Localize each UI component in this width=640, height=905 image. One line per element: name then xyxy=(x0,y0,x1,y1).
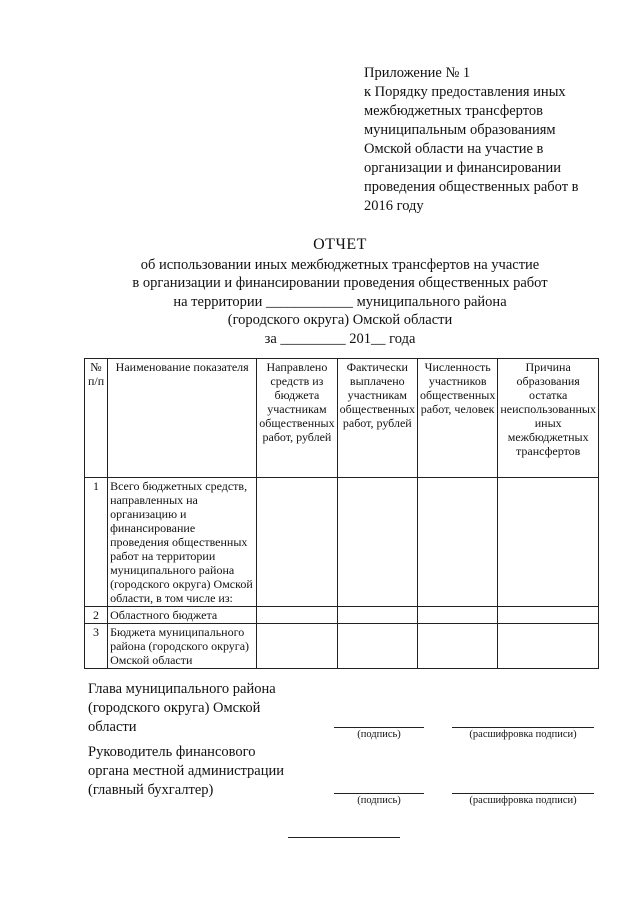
empty-cell xyxy=(257,607,337,624)
decode-caption: (расшифровка подписи) xyxy=(469,729,577,740)
signature-title-line: (городского округа) Омской xyxy=(88,700,261,716)
appendix-line: проведения общественных работ в xyxy=(364,179,579,195)
report-title-line: об использовании иных межбюджетных трансфертов на участие xyxy=(140,256,540,273)
signature-caption: (подпись) xyxy=(357,795,401,806)
bottom-separator xyxy=(288,837,400,838)
appendix-block xyxy=(364,64,614,216)
signature-caption: (подпись) xyxy=(357,729,401,740)
signature-title-line: органа местной администрации xyxy=(88,763,285,779)
decode-line xyxy=(452,727,594,728)
decode-caption: (расшифровка подписи) xyxy=(469,795,577,806)
table-row xyxy=(85,607,599,624)
appendix-line: межбюджетных трансфертов xyxy=(364,103,543,119)
table-header-row xyxy=(85,359,599,478)
row-indicator: Всего бюджетных средств, направленных на организацию и финансирование проведения общественных работ на территории муниципального района (городского округа) Омской области, в том числе из: xyxy=(108,478,257,607)
signature-title-line: (главный бухгалтер) xyxy=(88,782,214,798)
row-number: 3 xyxy=(85,624,108,669)
empty-cell xyxy=(337,624,417,669)
signature-title-line: Глава муниципального района xyxy=(88,681,276,697)
table-row xyxy=(85,624,599,669)
row-number: 1 xyxy=(85,478,108,607)
signature-title-finance xyxy=(88,743,284,800)
row-indicator: Бюджета муниципального района (городского округа) Омской области xyxy=(108,624,257,669)
empty-cell xyxy=(257,624,337,669)
empty-cell xyxy=(257,478,337,607)
signature-title-line: области xyxy=(88,719,137,735)
decode-line xyxy=(452,793,594,794)
report-title-line: в организации и финансировании проведения общественных работ xyxy=(132,275,548,291)
appendix-line: организации и финансировании xyxy=(364,160,562,176)
appendix-line: Омской области на участие в xyxy=(364,141,544,157)
col-header-paid: Фактически выплачено участникам общественных работ, рублей xyxy=(337,359,417,478)
col-header-allocated: Направлено средств из бюджета участникам общественных работ, рублей xyxy=(257,359,337,478)
col-header-reason: Причина образования остатка неиспользованных иных межбюджетных трансфертов xyxy=(498,359,599,478)
report-title-line: (городского округа) Омской области xyxy=(227,312,453,328)
appendix-line: муниципальным образованиям xyxy=(364,122,556,138)
col-header-number: № п/п xyxy=(85,359,108,478)
appendix-line: 2016 году xyxy=(364,198,424,214)
report-title-block xyxy=(60,236,620,348)
appendix-line: Приложение № 1 xyxy=(364,65,471,81)
signature-line xyxy=(334,793,424,794)
empty-cell xyxy=(417,607,497,624)
table-row xyxy=(85,478,599,607)
signature-line xyxy=(334,727,424,728)
empty-cell xyxy=(498,478,599,607)
empty-cell xyxy=(337,478,417,607)
report-title-line: за _________ 201__ года xyxy=(264,330,416,347)
signature-title-line: Руководитель финансового xyxy=(88,744,256,760)
empty-cell xyxy=(498,624,599,669)
report-heading: ОТЧЕТ xyxy=(313,236,367,253)
report-title-line: на территории ____________ муниципального района xyxy=(173,293,507,310)
empty-cell xyxy=(417,624,497,669)
report-table xyxy=(84,358,599,669)
appendix-line: к Порядку предоставления иных xyxy=(364,84,566,100)
col-header-participants: Численность участников общественных работ, человек xyxy=(417,359,497,478)
empty-cell xyxy=(337,607,417,624)
row-indicator: Областного бюджета xyxy=(108,607,257,624)
signature-title-head xyxy=(88,680,276,737)
row-number: 2 xyxy=(85,607,108,624)
empty-cell xyxy=(417,478,497,607)
empty-cell xyxy=(498,607,599,624)
col-header-indicator: Наименование показателя xyxy=(108,359,257,478)
